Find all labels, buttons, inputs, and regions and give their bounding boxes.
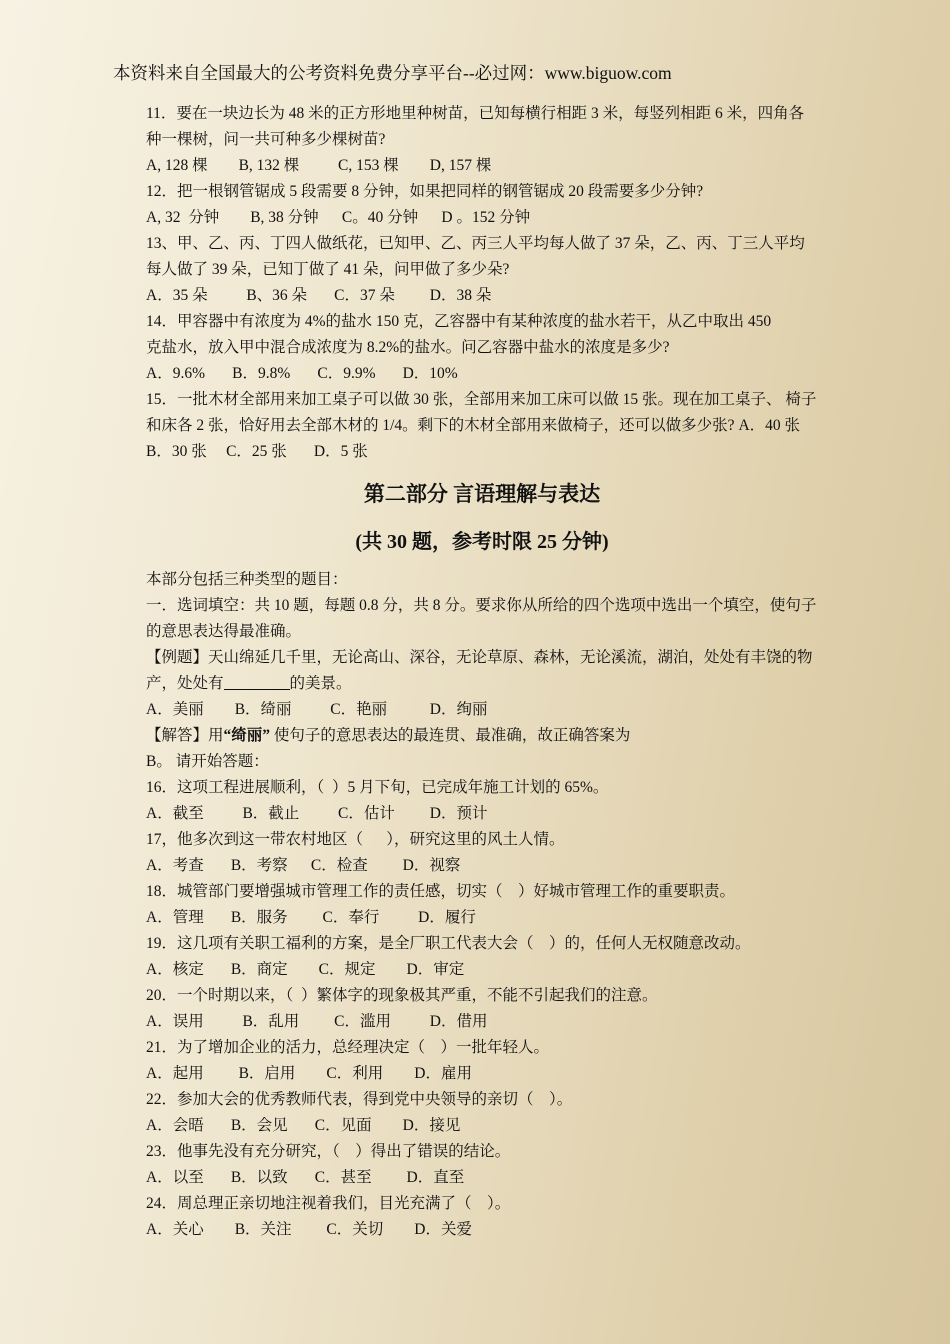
question-13-text: 13、甲、乙、丙、丁四人做纸花，已知甲、乙、丙三人平均每人做了 37 朵，乙、丙、丁三人平均每人做了 39 朵，已知丁做了 41 朵，问甲做了多少朵? [146,235,805,278]
question-22-options: A．会晤 B．会见 C．见面 D．接见 [146,1117,461,1134]
question-20-options: A．误用 B．乱用 C．滥用 D．借用 [146,1013,488,1030]
page-header: 本资料来自全国最大的公考资料免费分享平台--必过网：www.biguow.com [113,63,672,83]
question-24-text: 24．周总理正亲切地注视着我们，目光充满了（ ）。 [146,1195,511,1212]
example-text-after: 的美景。 [289,675,352,692]
section-subtitle: (共 30 题，参考时限 25 分钟) [355,531,609,553]
section-title: 第二部分 言语理解与表达 [363,482,601,506]
intro-line: 本部分包括三种类型的题目： [146,571,348,588]
question-22-text: 22．参加大会的优秀教师代表，得到党中央领导的亲切（ ）。 [146,1091,573,1108]
question-18-text: 18．城管部门要增强城市管理工作的责任感，切实（ ）好城市管理工作的重要职责。 [146,883,736,900]
question-11-options: A, 128 棵 B, 132 棵 C, 153 棵 D, 157 棵 [146,157,492,174]
question-15-text: 15．一批木材全部用来加工桌子可以做 30 张，全部用来加工床可以做 15 张。现在加工桌子、 椅子和床各 2 张，恰好用去全部木材的 1/4。剩下的木材全部用来做椅子，还可以做多少张? A．40 张 B．30 张 C．25 张 D．5 张 [146,391,866,460]
question-19-text: 19．这几项有关职工福利的方案，是全厂职工代表大会（ ）的，任何人无权随意改动。 [146,935,751,952]
intro-instructions: 一．选词填空：共 10 题，每题 0.8 分，共 8 分。要求你从所给的四个选项中选出一个填空，使句子的意思表达得最准确。 [146,597,817,640]
question-12-options: A, 32 分钟 B, 38 分钟 C。40 分钟 D 。152 分钟 [146,209,531,226]
answer-word: “绮丽” [223,727,271,744]
question-14-text-line2: 克盐水，放入甲中混合成浓度为 8.2%的盐水。问乙容器中盐水的浓度是多少? [146,339,670,356]
question-11-text: 11．要在一块边长为 48 米的正方形地里种树苗，已知每横行相距 3 米，每竖列相距 6 米，四角各种一棵树，问一共可种多少棵树苗? [146,105,805,148]
question-17-options: A．考查 B．考察 C．检查 D．视察 [146,857,461,874]
question-18-options: A．管理 B．服务 C．奉行 D．履行 [146,909,476,926]
document-body [146,101,866,1243]
question-16-options: A．截至 B．截止 C．估计 D．预计 [146,805,488,822]
question-21-options: A．起用 B．启用 C．利用 D．雇用 [146,1065,472,1082]
question-19-options: A．核定 B．商定 C．规定 D．审定 [146,961,465,978]
question-21-text: 21．为了增加企业的活力，总经理决定（ ）一批年轻人。 [146,1039,550,1056]
question-14-options: A．9.6% B．9.8% C．9.9% D．10% [146,365,458,382]
example-text-before: 【例题】天山绵延几千里，无论高山、深谷，无论草原、森林，无论溪流，湖泊，处处有丰饶的物产，处处有 [146,649,813,692]
example-question [146,645,818,697]
question-14-text-line1: 14．甲容器中有浓度为 4%的盐水 150 克，乙容器中有某种浓度的盐水若干，从乙中取出 450 [146,313,772,330]
answer-line2: B。 请开始答题： [146,753,269,770]
example-options: A．美丽 B．绮丽 C．艳丽 D．绚丽 [146,701,488,718]
question-23-text: 23．他事先没有充分研究，（ ）得出了错误的结论。 [146,1143,511,1160]
answer-explanation [146,723,818,749]
question-16-text: 16．这项工程进展顺利，（ ）5 月下旬，已完成年施工计划的 65%。 [146,779,609,796]
question-24-options: A．关心 B．关注 C．关切 D．关爱 [146,1221,472,1238]
question-17-text: 17，他多次到这一带农村地区（ ），研究这里的风土人情。 [146,831,565,848]
question-23-options: A．以至 B．以致 C．甚至 D．直至 [146,1169,465,1186]
fill-blank [224,673,290,690]
question-13-options: A．35 朵 B、36 朵 C．37 朵 D．38 朵 [146,287,492,304]
answer-prefix: 【解答】用 [146,727,224,744]
question-20-text: 20．一个时期以来，（ ）繁体字的现象极其严重，不能不引起我们的注意。 [146,987,658,1004]
answer-suffix: 使句子的意思表达的最连贯、最准确，故正确答案为 [270,727,631,744]
question-12-text: 12．把一根钢管锯成 5 段需要 8 分钟，如果把同样的钢管锯成 20 段需要多少分钟? [146,183,704,200]
